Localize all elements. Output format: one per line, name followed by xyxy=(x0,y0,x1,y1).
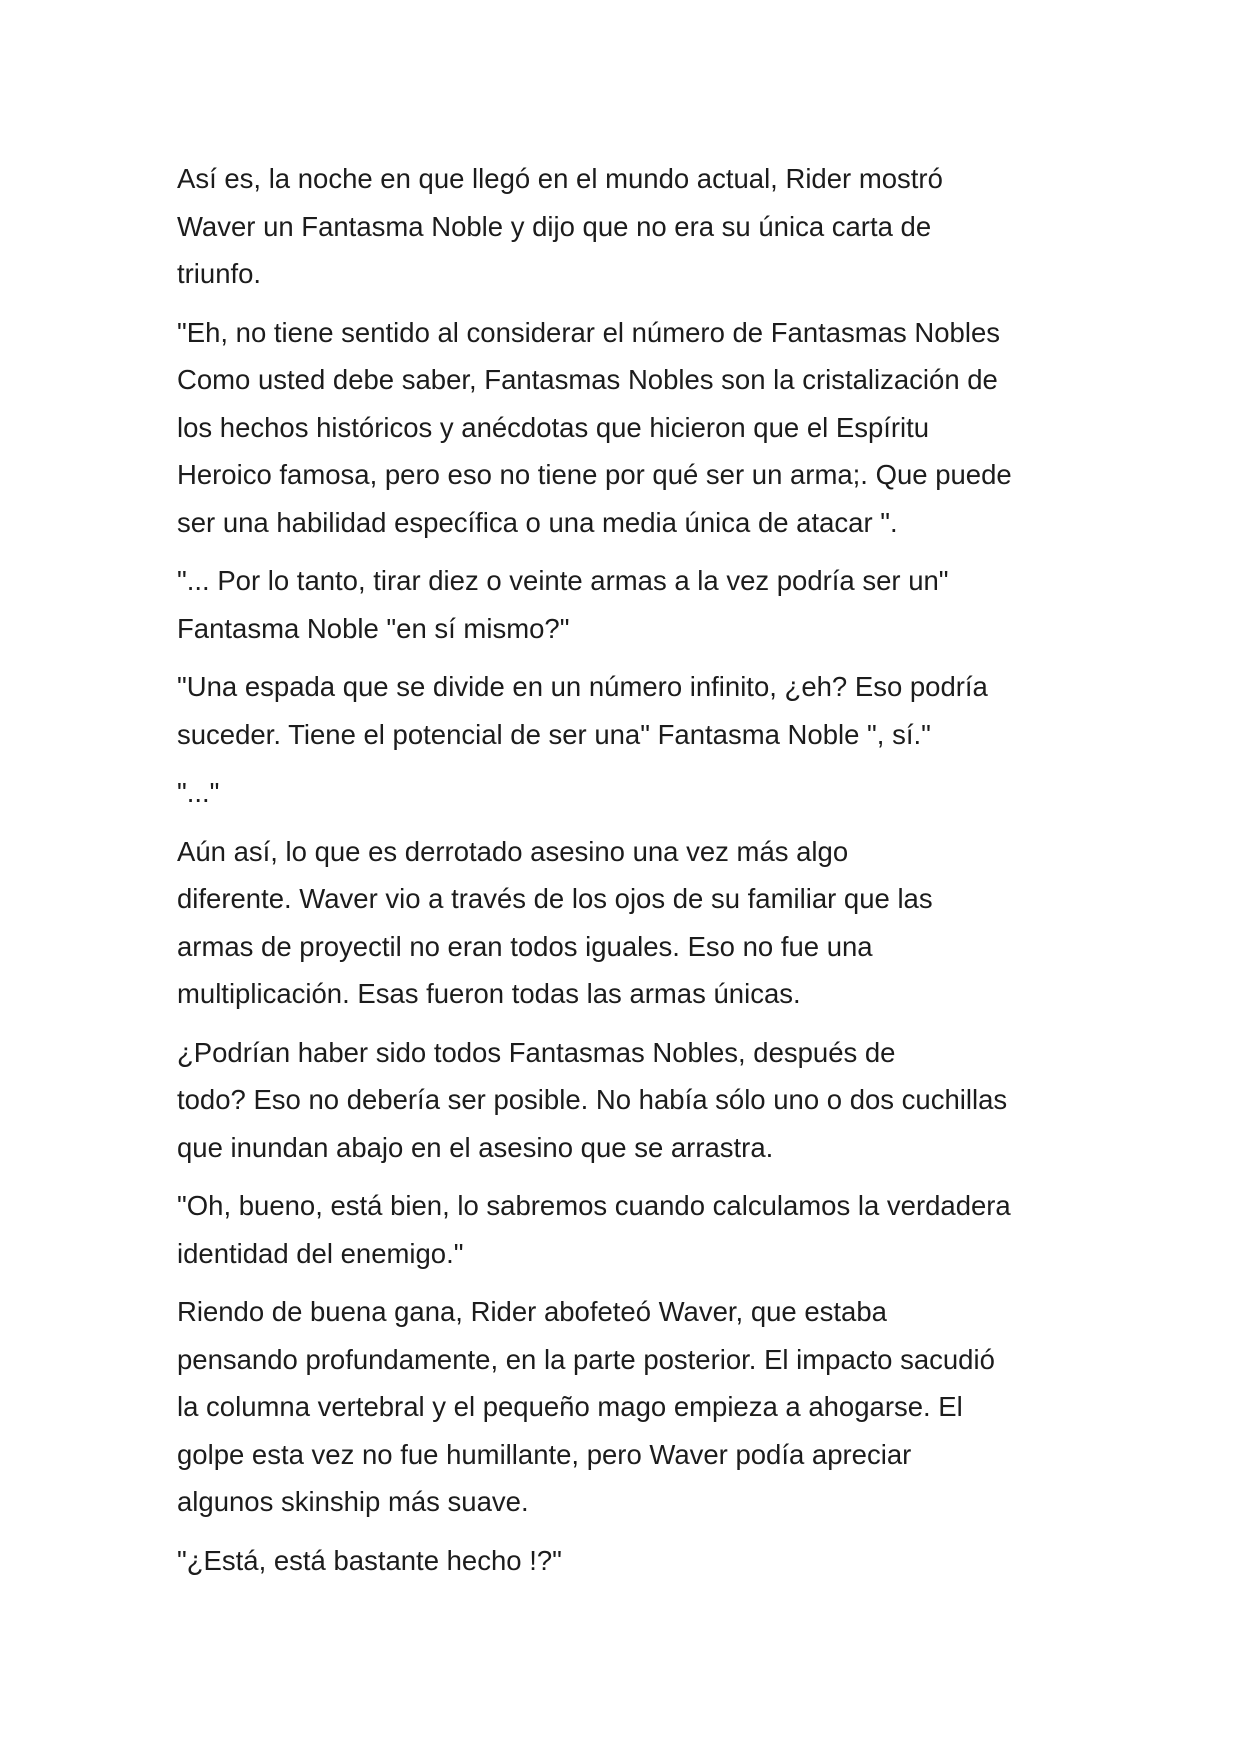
body-text xyxy=(177,155,1077,1595)
text-line: "Eh, no tiene sentido al considerar el número de Fantasmas Nobles xyxy=(177,316,1000,348)
text-line: Heroico famosa, pero eso no tiene por qué ser un arma;. Que puede xyxy=(177,459,1012,490)
paragraph xyxy=(177,155,1077,298)
text-line: triunfo. xyxy=(177,258,262,289)
text-line: la columna vertebral y el pequeño mago empieza a ahogarse. El xyxy=(177,1391,963,1422)
text-line: los hechos históricos y anécdotas que hicieron que el Espíritu xyxy=(177,411,930,443)
text-line: pensando profundamente, en la parte posterior. El impacto sacudió xyxy=(177,1343,995,1375)
text-line: golpe esta vez no fue humillante, pero Waver podía apreciar xyxy=(177,1438,912,1470)
text-line: todo? Eso no debería ser posible. No había sólo uno o dos cuchillas xyxy=(177,1084,1008,1115)
text-line: Como usted debe saber, Fantasmas Nobles son la cristalización de xyxy=(177,364,998,395)
paragraph xyxy=(177,828,1077,1018)
text-line: Aún así, lo que es derrotado asesino una vez más algo xyxy=(177,835,849,867)
text-line: que inundan abajo en el asesino que se arrastra. xyxy=(177,1131,774,1163)
text-line: "..." xyxy=(177,777,220,808)
text-line: Fantasma Noble "en sí mismo?" xyxy=(177,612,570,644)
paragraph xyxy=(177,663,1077,758)
text-line: armas de proyectil no eran todos iguales. Eso no fue una xyxy=(177,930,873,962)
paragraph xyxy=(177,1537,1077,1585)
text-line: identidad del enemigo." xyxy=(177,1237,464,1269)
text-line: Riendo de buena gana, Rider abofeteó Waver, que estaba xyxy=(177,1296,887,1327)
paragraph xyxy=(177,1288,1077,1526)
text-line: "Una espada que se divide en un número infinito, ¿eh? Eso podría xyxy=(177,671,988,702)
paragraph xyxy=(177,309,1077,547)
paragraph xyxy=(177,1029,1077,1172)
text-line: suceder. Tiene el potencial de ser una" Fantasma Noble ", sí." xyxy=(177,718,931,750)
paragraph xyxy=(177,1182,1077,1277)
text-line: ¿Podrían haber sido todos Fantasmas Nobles, después de xyxy=(177,1036,896,1068)
paragraph xyxy=(177,769,1077,817)
text-line: algunos skinship más suave. xyxy=(177,1486,529,1517)
text-line: Así es, la noche en que llegó en el mundo actual, Rider mostró xyxy=(177,163,943,194)
text-line: diferente. Waver vio a través de los ojos de su familiar que las xyxy=(177,883,933,914)
text-line: Waver un Fantasma Noble y dijo que no era su única carta de xyxy=(177,210,932,242)
text-line: "Oh, bueno, está bien, lo sabremos cuando calculamos la verdadera xyxy=(177,1190,1011,1221)
text-line: multiplicación. Esas fueron todas las armas únicas. xyxy=(177,978,801,1009)
paragraph xyxy=(177,557,1077,652)
text-line: "... Por lo tanto, tirar diez o veinte armas a la vez podría ser un" xyxy=(177,565,949,596)
text-line: "¿Está, está bastante hecho !?" xyxy=(177,1544,562,1576)
text-line: ser una habilidad específica o una media única de atacar ". xyxy=(177,506,898,538)
